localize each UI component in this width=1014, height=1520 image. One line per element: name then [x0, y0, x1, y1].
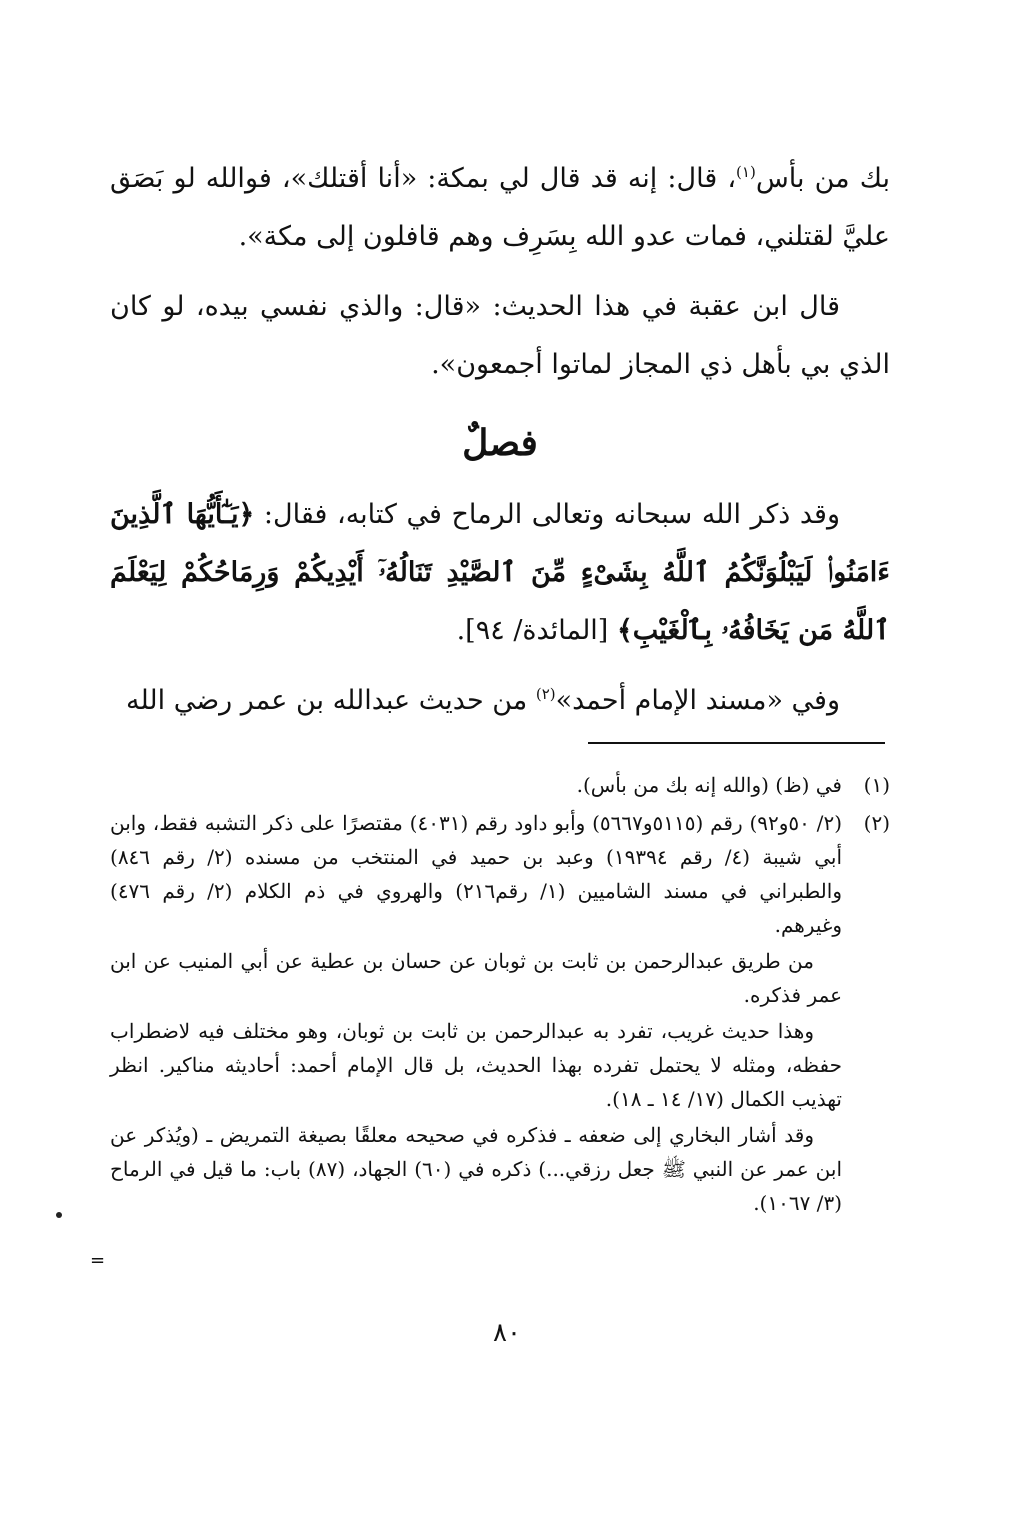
paragraph-3: [110, 486, 890, 660]
page-number: ٨٠: [493, 1318, 521, 1348]
footnote-2-number: (٢): [863, 811, 890, 835]
footnote-ref-1: (١): [736, 163, 756, 181]
main-text: [110, 150, 890, 742]
margin-mark: =: [90, 1250, 106, 1271]
footnote-1-line-1: في (ظ) (والله إنه بك من بأس).: [576, 773, 842, 797]
paragraph-3-intro: وقد ذكر الله سبحانه وتعالى الرماح في كتابه، فقال:: [254, 499, 840, 530]
paragraph-4-start: وفي «مسند الإمام أحمد»: [555, 685, 840, 716]
paragraph-1: [110, 150, 890, 266]
footnote-2-line-2: من طريق عبدالرحمن بن ثابت بن ثوبان عن حسان بن عطية عن أبي المنيب عن ابن عمر فذكره.: [110, 949, 842, 1007]
footnote-ref-2: (٢): [535, 685, 556, 703]
footnote-2-line-3: وهذا حديث غريب، تفرد به عبدالرحمن بن ثابت بن ثوبان، وهو مختلف فيه لاضطراب حفظه، ومثله لا يحتمل تفرده بهذا الحديث، بل قال الإمام أحمد: أحاديثه مناكير. انظر تهذيب الكمال (١٧/ ١٤ ـ ١٨).: [110, 1019, 842, 1111]
quran-bracket-open: ﴿: [238, 499, 255, 530]
paragraph-2: قال ابن عقبة في هذا الحديث: «قال: والذي نفسي بيده، لو كان الذي بي بأهل ذي المجاز لماتوا أجمعون».: [110, 291, 890, 380]
paragraph-4: [110, 672, 890, 730]
footnote-2: [110, 806, 890, 1222]
verse-citation: [المائدة/ ٩٤].: [456, 615, 617, 646]
quran-verse: يَـٰٓأَيُّهَا ٱلَّذِينَ ءَامَنُوا۟ لَيَبْلُوَنَّكُمُ ٱللَّهُ بِشَىْءٍ مِّنَ ٱلصَّيْدِ تَنَالُهُۥٓ أَيْدِيكُمْ وَرِمَاحُكُمْ لِيَعْلَمَ ٱللَّهُ مَن يَخَافُهُۥ بِٱلْغَيْبِ: [110, 499, 890, 646]
paragraph-1-start: بك من بأس: [755, 163, 890, 194]
paragraph-4-end: من حديث عبدالله بن عمر رضي الله: [125, 685, 536, 716]
footnote-2-body: [110, 806, 842, 1222]
quran-bracket-close: ﴾: [616, 615, 633, 646]
footnote-1-number: (١): [863, 773, 890, 797]
paragraph-1-end: ، قال: إنه قد قال لي بمكة: «أنا أقتلك»، فوالله لو بَصَق عليَّ لقتلني، فمات عدو الله بِسَرِف وهم قافلون إلى مكة».: [110, 163, 890, 252]
footnote-2-line-1: (٢/ ٥٠و٩٢) رقم (٥١١٥و٥٦٦٧) وأبو داود رقم (٤٠٣١) مقتصرًا على ذكر التشبه فقط، وابن أبي شيبة (٤/ رقم ١٩٣٩٤) وعبد بن حميد في المنتخب من مسنده (٢/ رقم ٨٤٦) والطبراني في مسند الشاميين (١/ رقم٢١٦) والهروي في ذم الكلام (٢/ رقم ٤٧٦) وغيرهم.: [110, 811, 843, 937]
footnotes: [110, 768, 890, 1224]
footnote-2-line-4: وقد أشار البخاري إلى ضعفه ـ فذكره في صحيحه معلقًا بصيغة التمريض ـ (ويُذكر عن ابن عمر عن النبي ﷺ جعل رزقي...) ذكره في (٦٠) الجهاد، (٨٧) باب: ما قيل في الرماح (٣/ ١٠٦٧).: [110, 1123, 843, 1215]
footnote-1: [110, 768, 890, 804]
margin-dot: [56, 1212, 62, 1218]
footnote-separator: [588, 742, 885, 744]
section-title: فصلٌ: [462, 422, 538, 464]
footnote-1-body: [110, 768, 842, 804]
